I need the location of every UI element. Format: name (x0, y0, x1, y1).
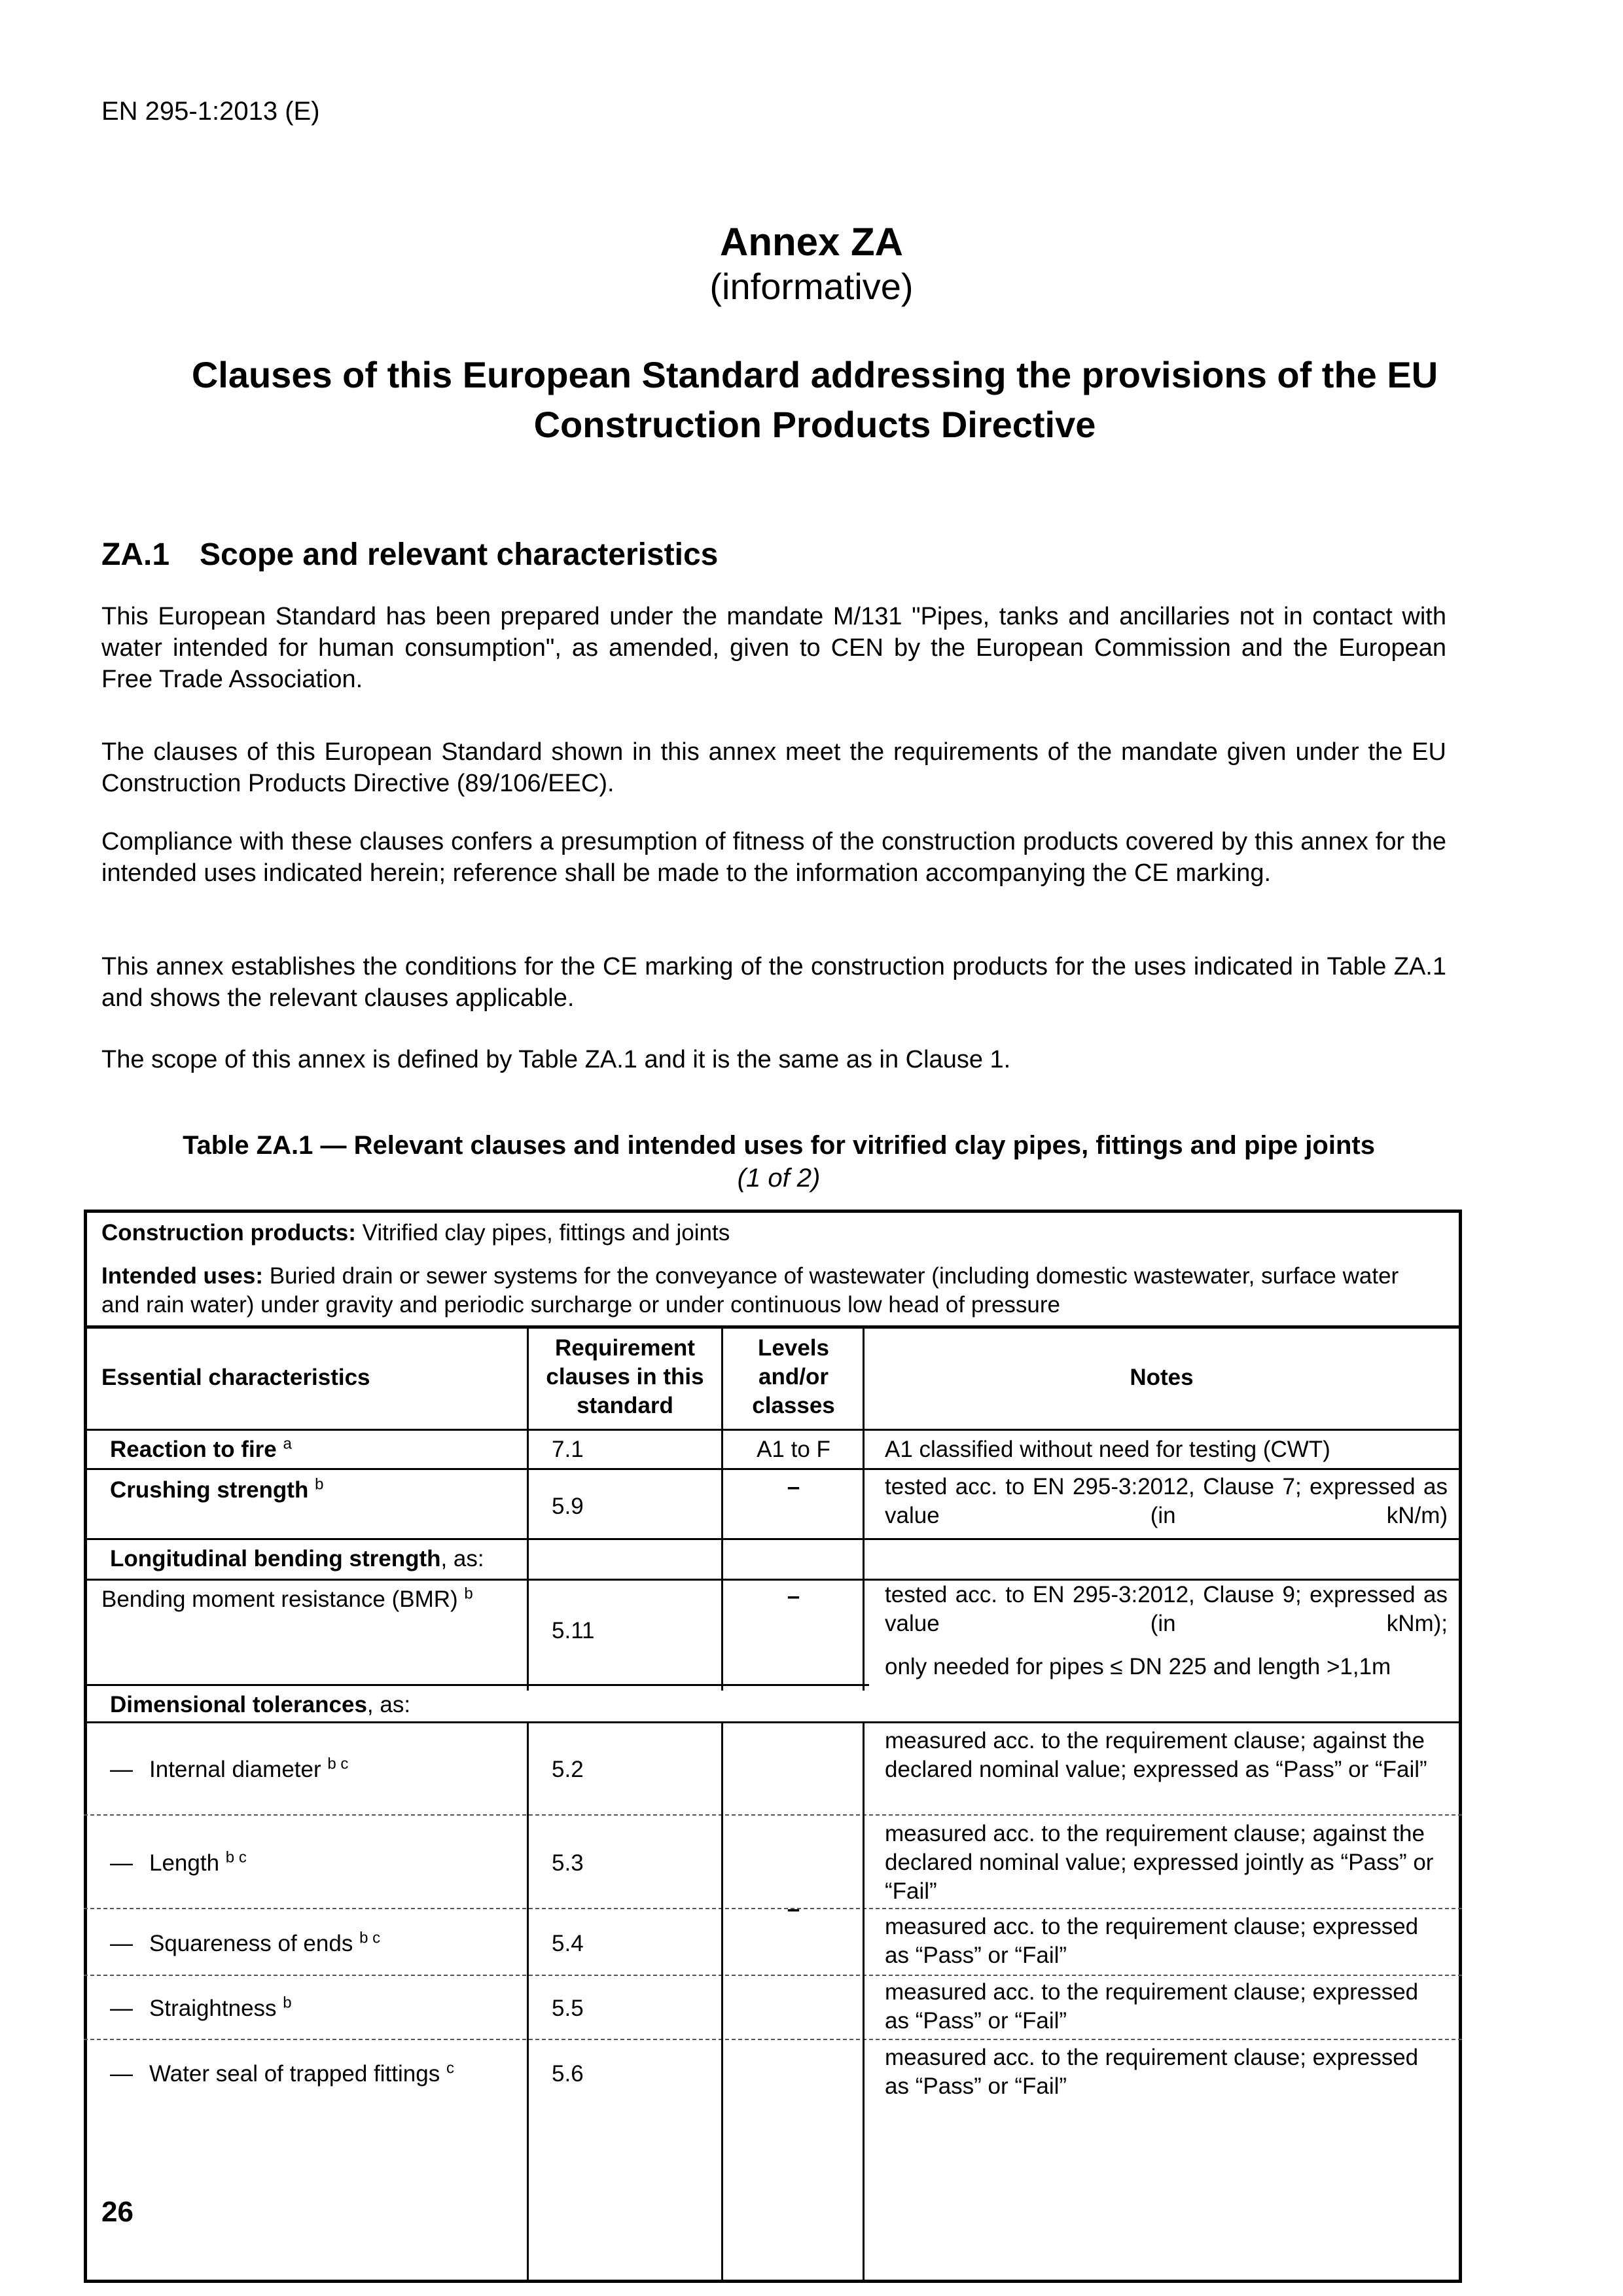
row-squareness-clause: 5.4 (552, 1931, 584, 1956)
row-crushing-level: – (787, 1474, 800, 1499)
paragraph-ce-marking: This annex establishes the conditions for the CE marking of the construction products for the uses indicated in Table ZA.1 and shows the relevant clauses applicable. (101, 953, 1446, 1012)
table-caption-part: (1 of 2) (737, 1164, 821, 1193)
table-caption (170, 1129, 1387, 1194)
paragraph-mandate: This European Standard has been prepared under the mandate M/131 "Pipes, tanks and ancillaries not in contact with water intended for human consumption", as amended, given to CEN by the European Commission and the European Free Trade Association. (101, 603, 1446, 693)
table-col-rule (863, 1721, 865, 2283)
table-col-rule (721, 1325, 723, 1691)
table-rule (84, 1325, 1462, 1329)
uses-label: Intended uses: (101, 1263, 263, 1289)
products-value: Vitrified clay pipes, fittings and joints (362, 1220, 730, 1246)
row-bmr-clause: 5.11 (552, 1618, 595, 1643)
paragraph-clauses: The clauses of this European Standard shown in this annex meet the requirements of the mandate given under the EU Construction Products Directive (89/106/EEC). (101, 738, 1446, 797)
table-rule-dotted (84, 1975, 1462, 1976)
section-heading (101, 537, 718, 573)
row-crushing-clause: 5.9 (552, 1494, 584, 1519)
row-dimensional-heading: Dimensional tolerances, as: (110, 1692, 411, 1717)
table-rule (84, 1468, 1462, 1470)
paragraph-scope: The scope of this annex is defined by Table ZA.1 and it is the same as in Clause 1. (101, 1046, 1011, 1073)
row-bmr-name: Bending moment resistance (BMR) $^b$ (101, 1585, 473, 1612)
row-straightness-name: — Straightness $^b$ (110, 1994, 292, 2021)
intended-uses-row (101, 1262, 1443, 1319)
paragraph-compliance: Compliance with these clauses confers a presumption of fitness of the construction products covered by this annex for the intended uses indicated herein; reference shall be made to the information accompanying the CE marking. (101, 828, 1446, 887)
products-label: Construction products (101, 1220, 349, 1246)
row-fire-level: A1 to F (757, 1437, 830, 1462)
header-levels: Levels and/or classes (752, 1335, 835, 1418)
row-fire-clause: 7.1 (552, 1437, 584, 1462)
row-straightness-note: measured acc. to the requirement clause; expressed as “Pass” or “Fail” (885, 1979, 1419, 2034)
row-internal-note: measured acc. to the requirement clause; against the declared nominal value; expressed as “Pass” or “Fail” (885, 1728, 1427, 1782)
section-number: ZA.1 (101, 537, 170, 572)
table-rule (84, 1429, 1462, 1431)
uses-value: Buried drain or sewer systems for the conveyance of wastewater (including domestic wastewater, surface water and rain water) under gravity and periodic surcharge or under continuous low head of pressure (101, 1263, 1399, 1318)
row-internal-name: — Internal diameter $^{b c}$ (110, 1755, 349, 1782)
document-id: EN 295-1:2013 (E) (101, 97, 320, 126)
header-clauses: Requirement clauses in this standard (546, 1335, 704, 1418)
table-col-rule (527, 1325, 529, 1691)
table-rule-dotted (84, 1814, 1462, 1816)
annex-subtitle: (informative) (709, 266, 914, 307)
construction-products-row: Construction products: Vitrified clay pipes, fittings and joints (101, 1220, 730, 1246)
row-length-clause: 5.3 (552, 1850, 584, 1876)
table-rule (84, 1684, 869, 1686)
table-rule (84, 1538, 1462, 1540)
row-straightness-clause: 5.5 (552, 1996, 584, 2021)
table-col-rule (721, 1721, 723, 2283)
page-number: 26 (101, 2196, 134, 2228)
annex-title: Annex ZA (719, 220, 904, 264)
row-waterseal-name: — Water seal of trapped fittings $^c$ (110, 2059, 454, 2087)
row-longitudinal-heading: Longitudinal bending strength, as: (110, 1546, 484, 1571)
table-col-rule (863, 1325, 865, 1691)
section-title: Scope and relevant characteristics (200, 537, 719, 572)
row-waterseal-clause: 5.6 (552, 2061, 584, 2087)
table-col-rule (527, 1721, 529, 2283)
clause-title: Clauses of this European Standard addressing the provisions of the EU Construction Products Directive (191, 354, 1438, 445)
row-bmr-level: – (787, 1583, 800, 1609)
row-bmr-note: tested acc. to EN 295-3:2012, Clause 9; expressed as value (in kNm); (885, 1582, 1448, 1636)
row-squareness-name: — Squareness of ends $^{b c}$ (110, 1929, 381, 1956)
row-fire-name: Reaction to fire $^a$ (110, 1435, 292, 1462)
table-rule (84, 1721, 1462, 1723)
row-dimensional-level: – (787, 1896, 800, 1922)
row-waterseal-note: measured acc. to the requirement clause; expressed as “Pass” or “Fail” (885, 2045, 1419, 2099)
row-squareness-note: measured acc. to the requirement clause; expressed as “Pass” or “Fail” (885, 1914, 1419, 1968)
row-internal-clause: 5.2 (552, 1757, 584, 1782)
header-characteristics: Essential characteristics (101, 1365, 370, 1390)
row-crushing-note: tested acc. to EN 295-3:2012, Clause 7; expressed as value (in kN/m) (885, 1474, 1448, 1528)
row-fire-note: A1 classified without need for testing (CWT) (885, 1437, 1330, 1462)
header-notes: Notes (1130, 1365, 1194, 1390)
row-length-name: — Length $^{b c}$ (110, 1848, 247, 1876)
row-length-note: measured acc. to the requirement clause; against the declared nominal value; expressed jointly as “Pass” or “Fail” (885, 1821, 1434, 1904)
table-rule-dotted (84, 2039, 1462, 2040)
row-crushing-name: Crushing strength $^b$ (110, 1475, 324, 1503)
table-caption-text: Table ZA.1 — Relevant clauses and intended uses for vitrified clay pipes, fittings and pipe joints (183, 1131, 1375, 1160)
row-bmr-note-2: only needed for pipes ≤ DN 225 and length >1,1m (885, 1654, 1391, 1679)
